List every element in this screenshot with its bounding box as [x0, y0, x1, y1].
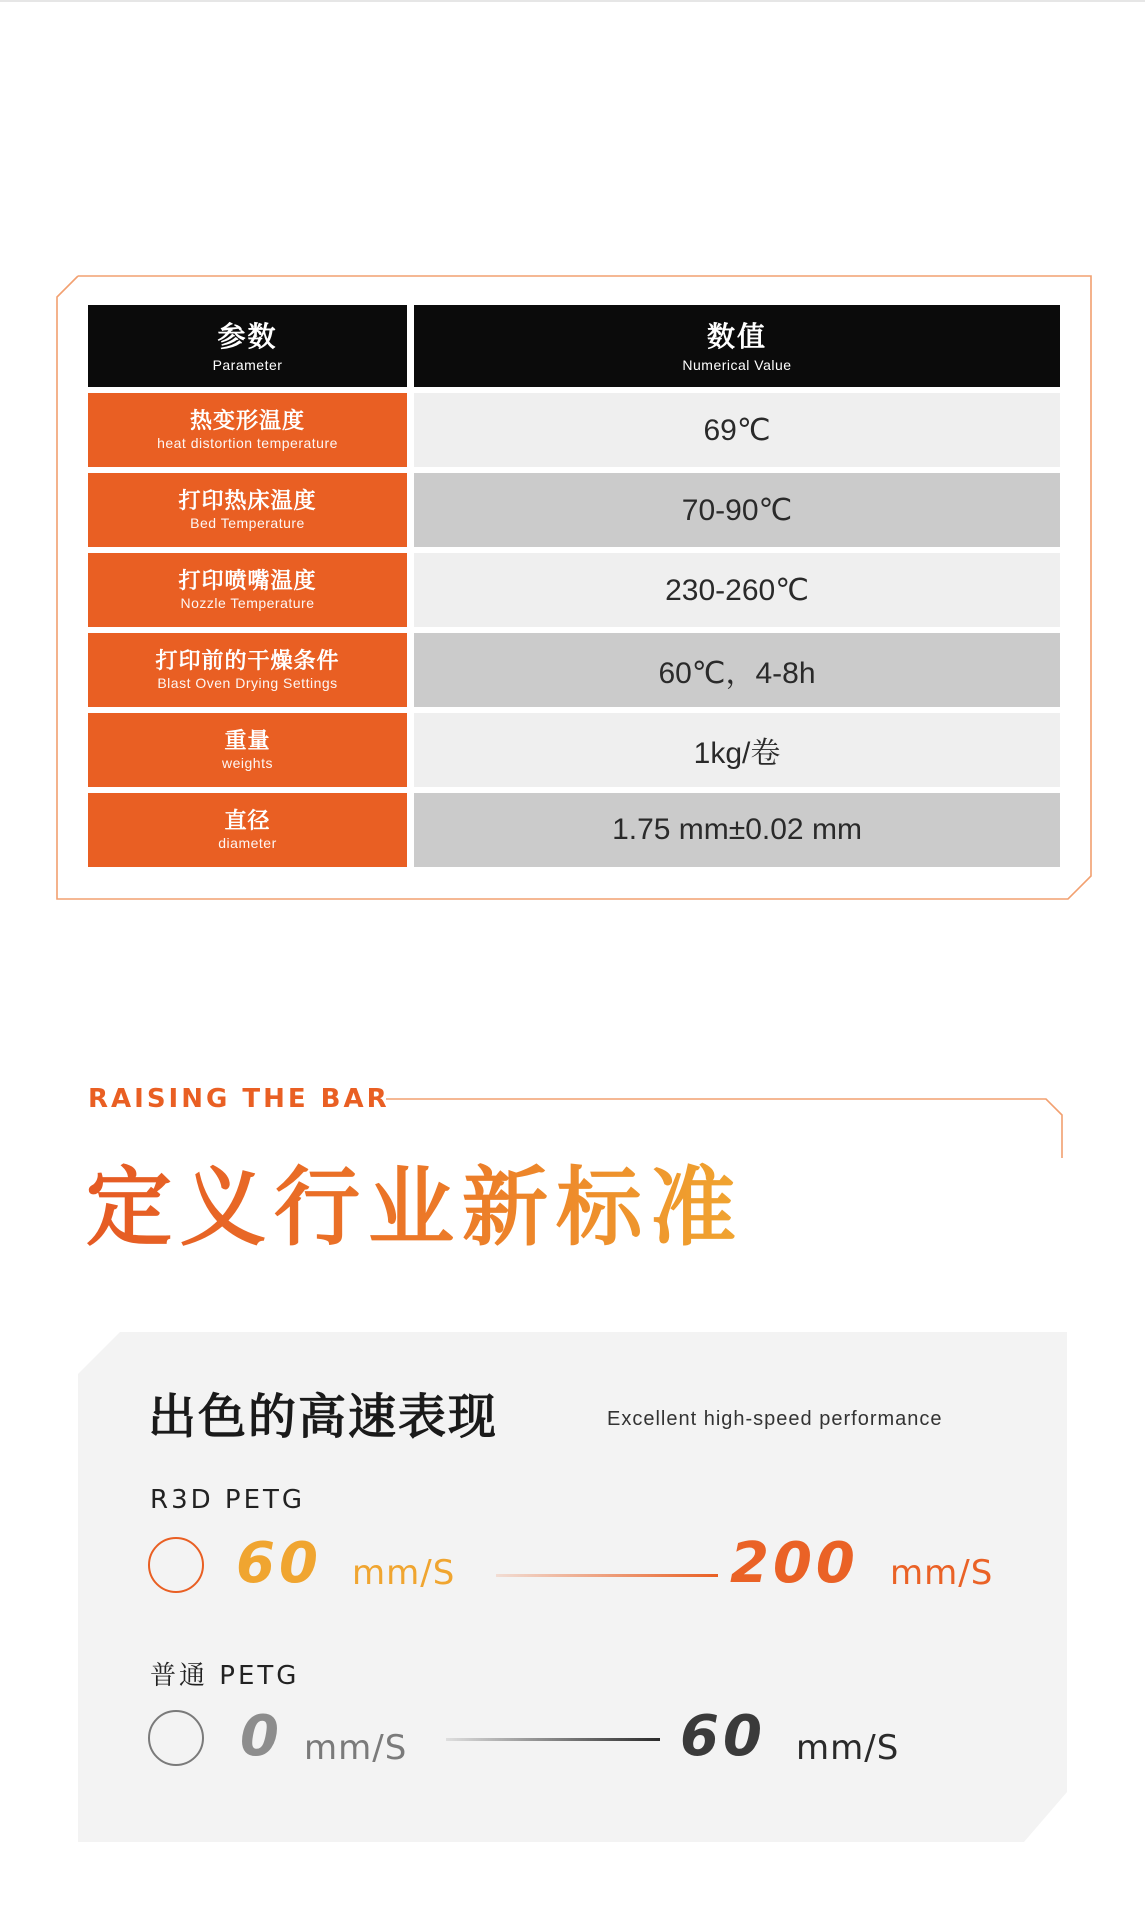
row-label-en: weights: [222, 755, 273, 771]
header-parameter: [88, 305, 407, 387]
speed-to-value: 60: [680, 1704, 766, 1769]
row-value: 1.75 mm±0.02 mm: [414, 793, 1060, 867]
row-label: [88, 553, 407, 627]
speed-to-unit: mm/S: [890, 1553, 994, 1593]
speed-gradient-line: [446, 1738, 660, 1741]
table-row: [88, 633, 1060, 707]
table-row: [88, 793, 1060, 867]
row-value: 60℃，4-8h: [414, 633, 1060, 707]
row-label-en: Nozzle Temperature: [180, 595, 315, 611]
header-parameter-zh: 参数: [217, 319, 278, 353]
speed-to-unit: mm/S: [796, 1728, 900, 1768]
row-label: [88, 713, 407, 787]
table-row: [88, 393, 1060, 467]
speed-gradient-line: [496, 1574, 718, 1577]
header-parameter-en: Parameter: [212, 356, 283, 373]
row-label-zh: 打印喷嘴温度: [178, 569, 317, 594]
row-label: [88, 793, 407, 867]
group-label: R3D PETG: [150, 1485, 306, 1515]
spec-table-header: [88, 305, 1060, 387]
speed-panel-subtitle: Excellent high-speed performance: [607, 1408, 943, 1430]
row-value: 69℃: [414, 393, 1060, 467]
speed-from-unit: mm/S: [304, 1728, 408, 1768]
row-label-zh: 重量: [224, 729, 271, 754]
group-label: 普通 PETG: [150, 1661, 300, 1691]
row-label-en: Blast Oven Drying Settings: [157, 675, 338, 691]
speed-from-value: 0: [240, 1704, 283, 1769]
table-row: [88, 473, 1060, 547]
row-label: [88, 393, 407, 467]
row-label: [88, 473, 407, 547]
row-label-zh: 打印热床温度: [178, 489, 317, 514]
row-label-en: heat distortion temperature: [157, 435, 338, 451]
header-value-zh: 数值: [706, 319, 767, 353]
header-value-en: Numerical Value: [682, 356, 792, 373]
header-value: [414, 305, 1060, 387]
row-label-zh: 打印前的干燥条件: [155, 649, 340, 674]
section-kicker: RAISING THE BAR: [88, 1084, 390, 1114]
row-value: 70-90℃: [414, 473, 1060, 547]
top-divider: [0, 0, 1145, 2]
speed-ring-icon: [148, 1537, 204, 1593]
row-label: [88, 633, 407, 707]
speed-panel-title: 出色的高速表现: [148, 1389, 499, 1445]
row-label-zh: 热变形温度: [189, 409, 305, 434]
row-label-en: diameter: [218, 835, 277, 851]
spec-table: [88, 305, 1060, 873]
speed-from-value: 60: [236, 1531, 322, 1596]
table-row: [88, 553, 1060, 627]
row-value: 1kg/卷: [414, 713, 1060, 787]
speed-to-value: 200: [730, 1531, 859, 1596]
speed-ring-icon: [148, 1710, 204, 1766]
table-row: [88, 713, 1060, 787]
row-label-en: Bed Temperature: [190, 515, 305, 531]
row-value: 230-260℃: [414, 553, 1060, 627]
speed-from-unit: mm/S: [352, 1553, 456, 1593]
row-label-zh: 直径: [224, 809, 271, 834]
section-headline: 定义行业新标准: [86, 1158, 744, 1258]
